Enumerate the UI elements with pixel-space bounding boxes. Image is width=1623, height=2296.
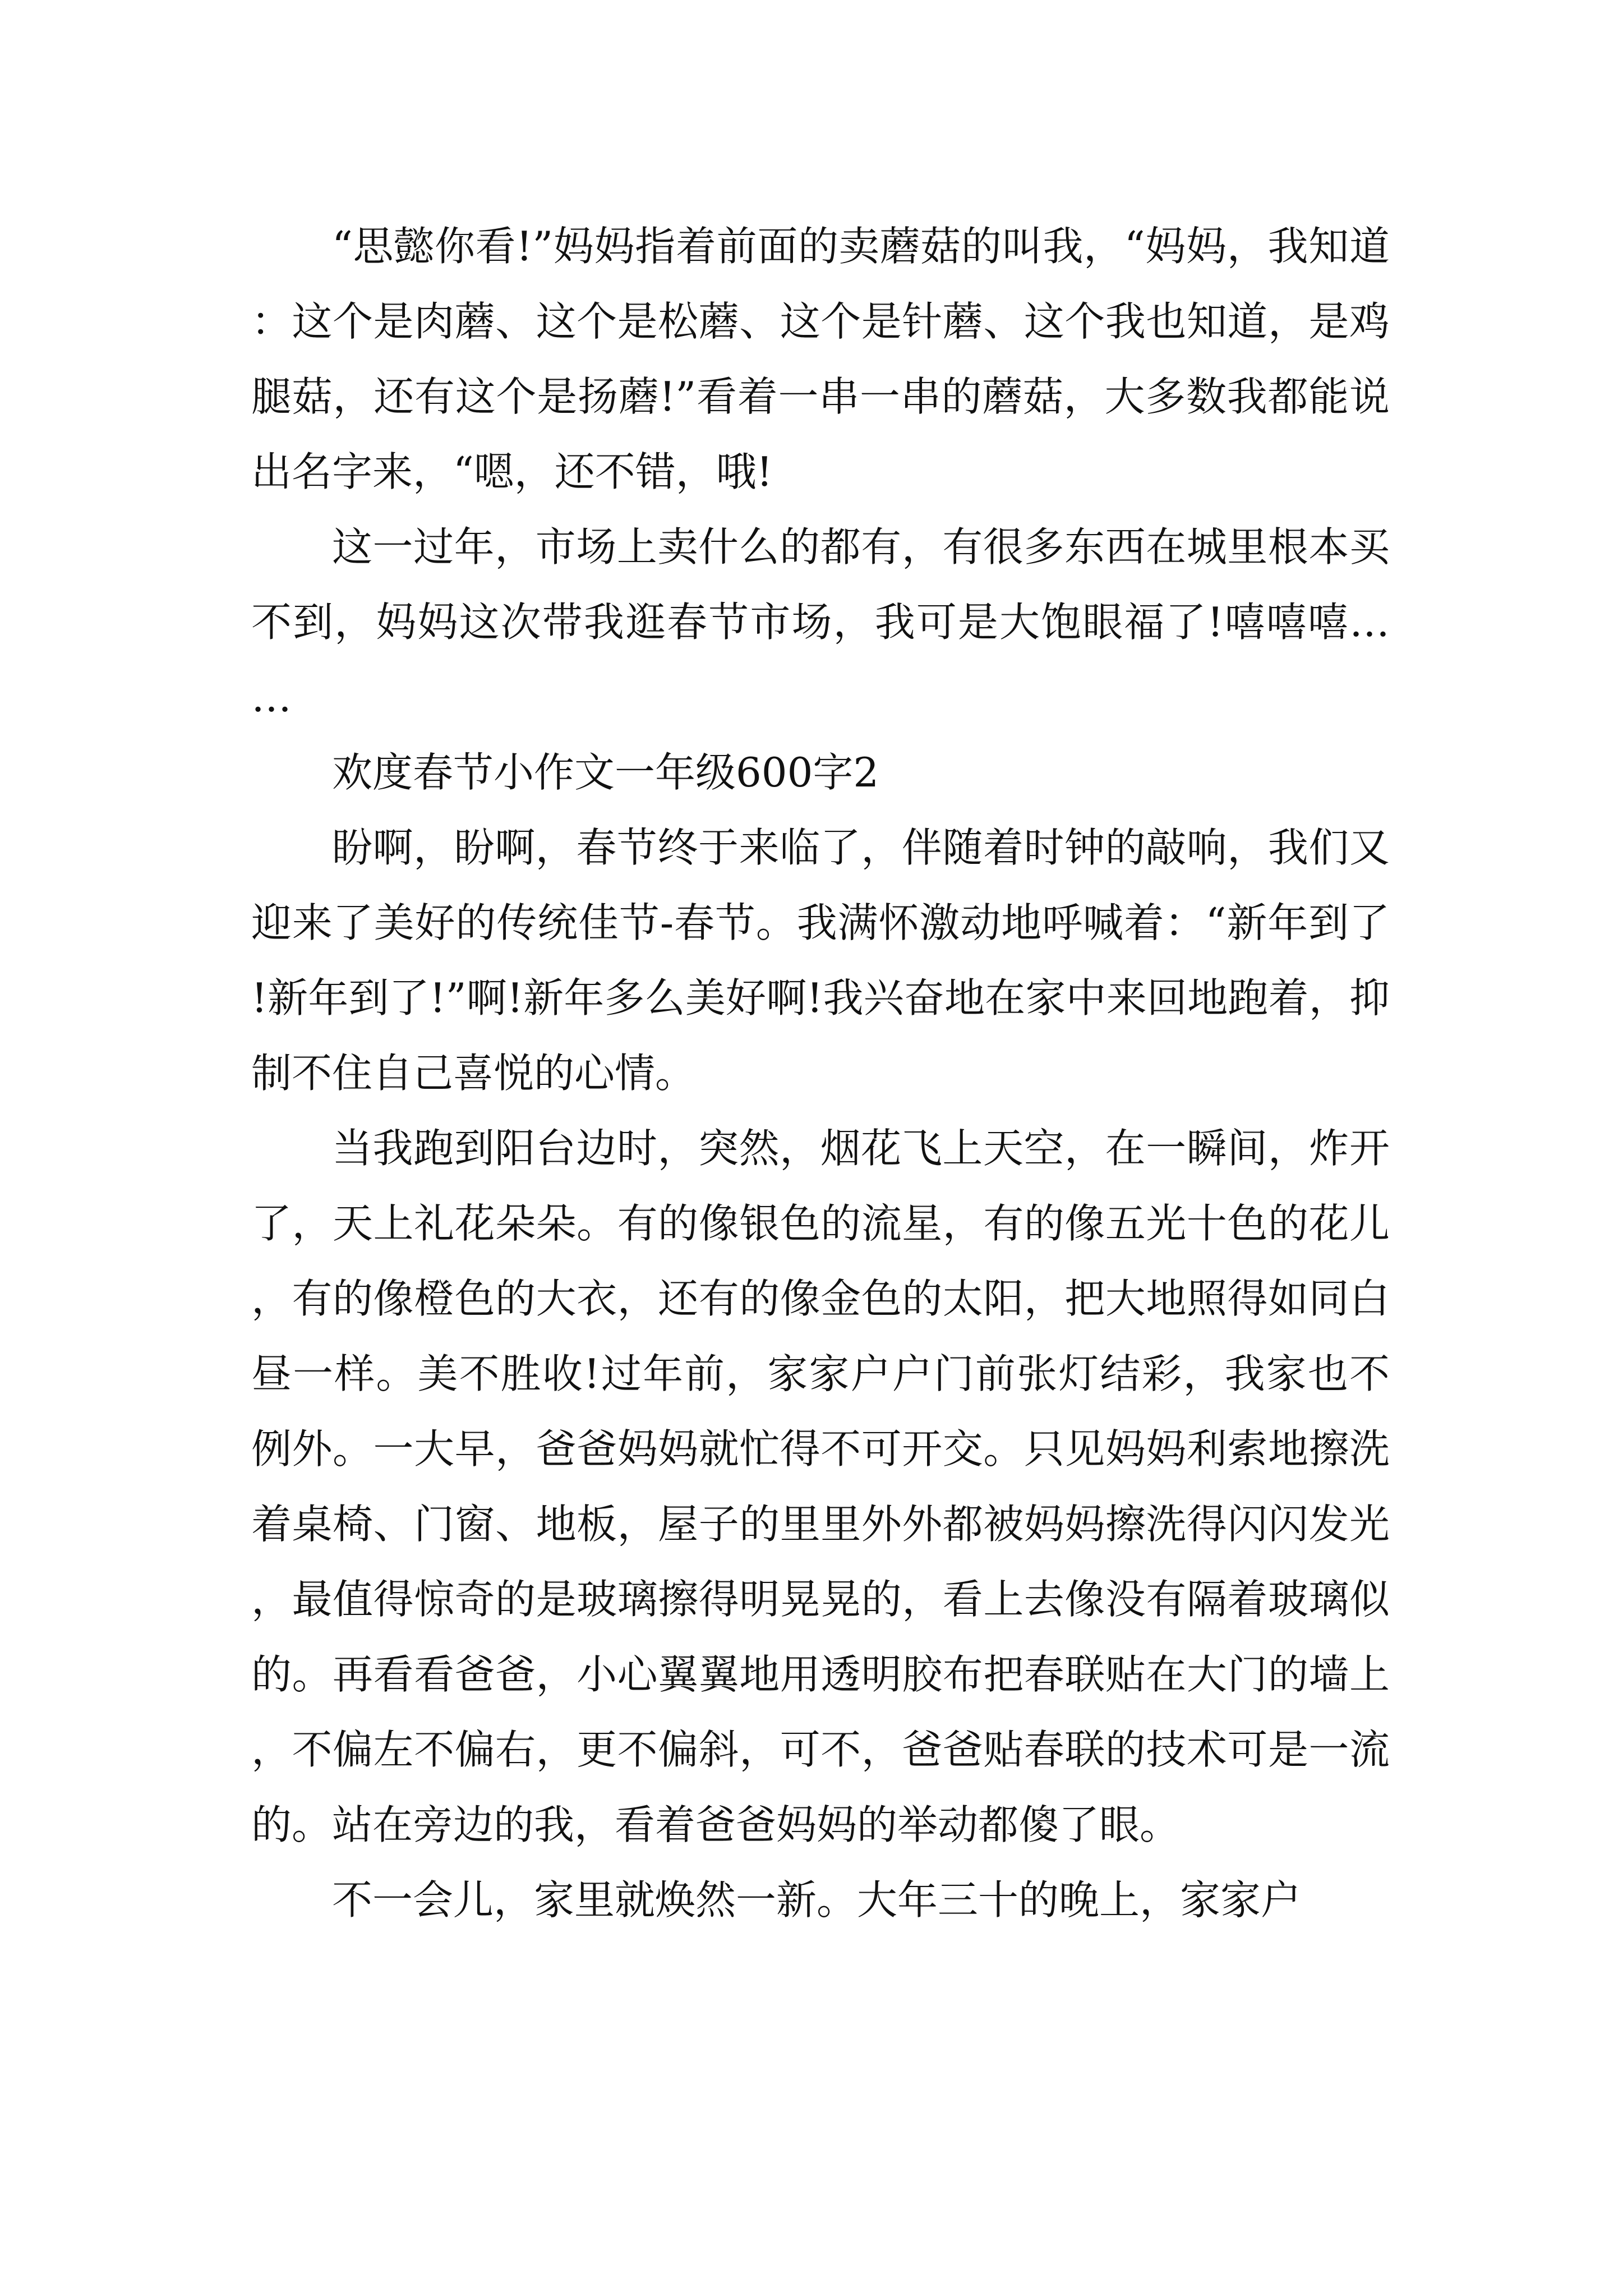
paragraph-fireworks: 当我跑到阳台边时，突然，烟花飞上天空，在一瞬间，炸开了，天上礼花朵朵。有的像银色的流星，有的像五光十色的花儿，有的像橙色的大衣，还有的像金色的太阳，把大地照得如同白昼一样。美不胜收!过年前，家家户户门前张灯结彩，我家也不例外。一大早，爸爸妈妈就忙得不可开交。只见妈妈利索地擦洗着桌椅、门窗、地板，屋子的里里外外都被妈妈擦洗得闪闪发光，最值得惊奇的是玻璃擦得明晃晃的，看上去像没有隔着玻璃似的。再看看爸爸，小心翼翼地用透明胶布把春联贴在大门的墙上，不偏左不偏右，更不偏斜，可不，爸爸贴春联的技术可是一流的。站在旁边的我，看着爸爸妈妈的举动都傻了眼。 xyxy=(251,1125,1390,1848)
paragraph-market: 这一过年，市场上卖什么的都有，有很多东西在城里根本买不到，妈妈这次带我逛春节市场，我可是大饱眼福了!嘻嘻嘻…… xyxy=(251,523,1390,721)
essay-body xyxy=(251,209,1390,1938)
paragraph-mushrooms: “思懿你看!”妈妈指着前面的卖蘑菇的叫我，“妈妈，我知道：这个是肉蘑、这个是松蘑、这个是针蘑、这个我也知道，是鸡腿菇，还有这个是扬蘑!”看着一串一串的蘑菇，大多数我都能说出名字来，“嗯，还不错，哦! xyxy=(251,223,1390,495)
paragraph-new-look: 不一会儿，家里就焕然一新。大年三十的晚上，家家户 xyxy=(332,1876,1302,1924)
paragraph-new-year: 盼啊，盼啊，春节终于来临了，伴随着时钟的敲响，我们又迎来了美好的传统佳节-春节。我满怀激动地呼喊着：“新年到了!新年到了!”啊!新年多么美好啊!我兴奋地在家中来回地跑着，抑制不住自己喜悦的心情。 xyxy=(251,824,1390,1097)
essay-title: 欢度春节小作文一年级600字2 xyxy=(332,749,879,796)
